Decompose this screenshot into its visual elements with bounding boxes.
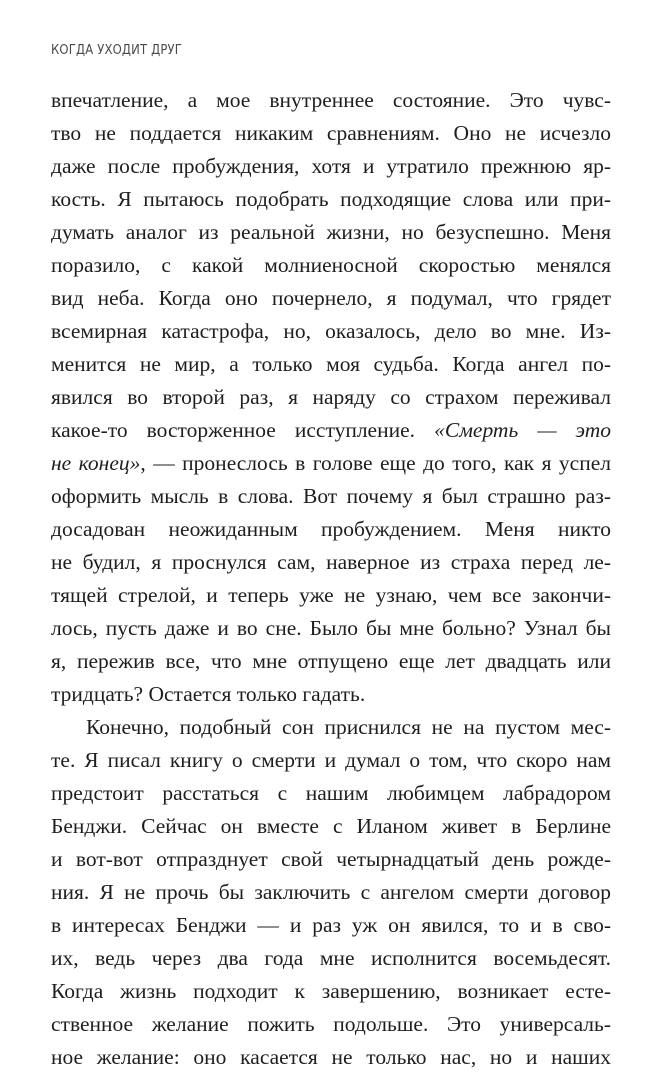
text-line: в интересах Бенджи — и раз уж он явился, то и в сво- (51, 913, 611, 937)
text-line: кость. Я пытаюсь подобрать подходящие слова или при- (51, 187, 611, 211)
text-line: поразило, с какой молниеносной скоростью менялся (51, 253, 611, 277)
text-line: тво не поддается никаким сравнениям. Оно не исчезло (51, 121, 611, 145)
text-line: даже после пробуждения, хотя и утратило прежнюю яр- (51, 154, 611, 178)
text-line: предстоит расстаться с нашим любимцем лабрадором (51, 781, 611, 805)
body-text (51, 84, 611, 1074)
text-line: Бенджи. Сейчас он вместе с Иланом живет в Берлине (51, 814, 611, 838)
text-line: менится не мир, а только моя судьба. Когда ангел по- (51, 352, 611, 376)
text-segment: какое-то восторженное исступление. (51, 418, 435, 442)
text-line: не будил, я проснулся сам, наверное из страха перед ле- (51, 550, 611, 574)
text-line: досадован неожиданным пробуждением. Меня никто (51, 517, 611, 541)
text-line: и вот-вот отпразднует свой четырнадцатый день рожде- (51, 847, 611, 871)
text-line: впечатление, а мое внутреннее состояние. Это чувс- (51, 88, 611, 112)
text-line: Когда жизнь подходит к завершению, возникает есте- (51, 979, 611, 1003)
text-segment: , — пронеслось в голове еще до того, как я успел (140, 451, 611, 475)
text-line: ное желание: оно касается не только нас, но и наших (51, 1045, 611, 1069)
text-line: тящей стрелой, и теперь уже не узнаю, чем все закончи- (51, 583, 611, 607)
text-line: те. Я писал книгу о смерти и думал о том, что скоро нам (51, 748, 611, 772)
text-line: я, пережив все, что мне отпущено еще лет двадцать или (51, 649, 611, 673)
text-line-with-quote (51, 414, 611, 447)
paragraph-start-line: Конечно, подобный сон приснился не на пустом мес- (86, 715, 611, 739)
running-head: КОГДА УХОДИТ ДРУГ (51, 42, 183, 58)
text-line: их, ведь через два года мне исполнится восемьдесят. (51, 946, 611, 970)
text-line: явился во второй раз, я наряду со страхом переживал (51, 385, 611, 409)
text-line: думать аналог из реальной жизни, но безуспешно. Меня (51, 220, 611, 244)
italic-quote: не конец» (51, 451, 141, 475)
text-line: вид неба. Когда оно почернело, я подумал, что грядет (51, 286, 611, 310)
text-line: всемирная катастрофа, но, оказалось, дело во мне. Из- (51, 319, 611, 343)
paragraph-end-line: тридцать? Остается только гадать. (51, 682, 366, 706)
text-line: лось, пусть даже и во сне. Было бы мне больно? Узнал бы (51, 616, 611, 640)
text-line: ственное желание пожить подольше. Это универсаль- (51, 1012, 611, 1036)
text-line: ния. Я не прочь бы заключить с ангелом смерти договор (51, 880, 611, 904)
italic-quote: «Смерть — это (434, 418, 611, 442)
text-line-with-quote (51, 447, 611, 480)
text-line: оформить мысль в слова. Вот почему я был страшно раз- (51, 484, 611, 508)
